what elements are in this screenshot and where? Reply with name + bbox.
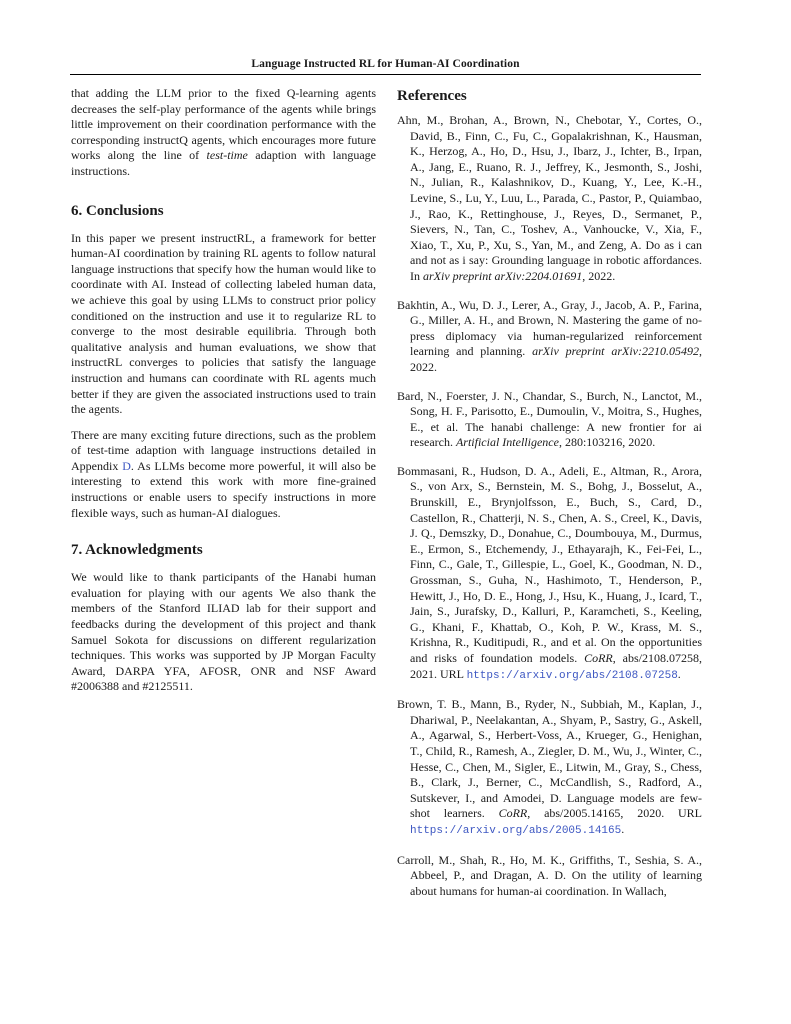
references-heading: References xyxy=(397,88,467,104)
reference-carroll: Carroll, M., Shah, R., Ho, M. K., Griffiths, T., Seshia, S. A., Abbeel, P., and Dragan, A. D. On the utility of learning about humans for human-ai coordination. In Wallach, xyxy=(397,852,702,898)
intro-paragraph: that adding the LLM prior to the fixed Q-learning agents decreases the self-play performance of the agents while brings little improvement on their coordination performance with the corresponding instructQ agents, which encourages more future works along the line of test-time adaption with language instructions. xyxy=(71,86,376,178)
acknowledgments-heading: 7. Acknowledgments xyxy=(71,542,203,559)
conclusions-paragraph-2: There are many exciting future directions, such as the problem of test-time adaption with language instructions detailed in Appendix D. As LLMs become more powerful, it will also be interesting to extend this work with more fine-grained instructions or enable users to specify instructions in more flexible ways, such as human-AI dialogues. xyxy=(71,427,377,520)
running-title: Language Instructed RL for Human-AI Coordination xyxy=(251,58,520,70)
reference-bard: Bard, N., Foerster, J. N., Chandar, S., Burch, N., Lanctot, M., Song, H. F., Parisotto, E., Dumoulin, V., Moitra, S., Hughes, E., et al. The hanabi challenge: A new frontier for ai research. Artificial Intelligence, 280:103216, 2020. xyxy=(397,388,702,450)
reference-url-link[interactable]: https://arxiv.org/abs/2005.14165 xyxy=(410,824,622,837)
acknowledgments-paragraph: We would like to thank participants of the Hanabi human evaluation for playing with our agents We also thank the members of the Stanford ILIAD lab for their support and feedbacks during the development of this project and thank Samuel Sokota for discussions on different regularization techniques. This works was supported by JP Morgan Faculty Award, DARPA YFA, AFOSR, ONR and NSF Award #2006388 and #2125511. xyxy=(71,570,376,694)
reference-bommasani: Bommasani, R., Hudson, D. A., Adeli, E., Altman, R., Arora, S., von Arx, S., Bernstein, M. S., Bohg, J., Bosselut, A., Brunskill, E., Brynjolfsson, E., Buch, S., Card, D., Castellon, R., Chatterji, N. S., Chen, A. S., Creel, K., Davis, J. Q., Demszky, D., Donahue, C., Doumbouya, M., Durmus, E., Ermon, S., Etchemendy, J., Ethayarajh, K., Fei-Fei, L., Finn, C., Gale, T., Gillespie, L., Goel, K., Goodman, N. D., Grossman, S., Guha, N., Hashimoto, T., Henderson, P., Hewitt, J., Ho, D. E., Hong, J., Hsu, K., Huang, J., Icard, T., Jain, S., Jurafsky, D., Kalluri, P., Karamcheti, S., Keeling, G., Khani, F., Khattab, O., Koh, P. W., Krass, M. S., Krishna, R., Kuditipudi, R., and et al. On the opportunities and risks of foundation models. CoRR, abs/2108.07258, 2021. URL https://arxiv.org/abs/2108.07258. xyxy=(397,463,702,682)
conclusions-paragraph-1: In this paper we present instructRL, a framework for better human-AI coordination by training RL agents to follow natural language instructions that specify how the human would like to coordinate with AI. Instead of collecting labeled human data, we achieve this goal by using LLMs to construct prior policy conditioned on the instruction and use it to regularize RL to converge to the most desirable equilibria. Through both qualitative analysis and human evaluations, we show that instructRL converges to policies that satisfy the language instruction and humans can coordinate with RL agents much better if they are given the associated instructions used to train the agents. xyxy=(71,230,376,417)
reference-brown: Brown, T. B., Mann, B., Ryder, N., Subbiah, M., Kaplan, J., Dhariwal, P., Neelakantan, A., Shyam, P., Sastry, G., Askell, A., Agarwal, S., Herbert-Voss, A., Krueger, G., Henighan, T., Child, R., Ramesh, A., Ziegler, D. M., Wu, J., Winter, C., Hesse, C., Chen, M., Sigler, E., Litwin, M., Gray, S., Chess, B., Clark, J., Berner, C., McCandlish, S., Radford, A., Sutskever, I., and Amodei, D. Language models are few-shot learners. CoRR, abs/2005.14165, 2020. URL https://arxiv.org/abs/2005.14165. xyxy=(397,697,702,837)
appendix-d-link[interactable]: D xyxy=(122,458,131,473)
reference-url-link[interactable]: https://arxiv.org/abs/2108.07258 xyxy=(466,669,678,682)
header-rule xyxy=(70,74,701,75)
reference-ahn: Ahn, M., Brohan, A., Brown, N., Chebotar, Y., Cortes, O., David, B., Finn, C., Fu, C., Gopalakrishnan, K., Hausman, K., Herzog, A., Ho, D., Hsu, J., Ibarz, J., Ichter, B., Irpan, A., Jang, E., Ruano, R. J., Jeffrey, K., Jesmonth, S., Joshi, N., Julian, R., Kalashnikov, D., Kuang, Y., Lee, K.-H., Levine, S., Lu, Y., Luu, L., Parada, C., Pastor, P., Quiambao, J., Rao, K., Rettinghouse, J., Reyes, D., Sermanet, P., Sievers, N., Tan, C., Toshev, A., Vanhoucke, V., Xia, F., Xiao, T., Xu, P., Xu, S., Yan, M., and Zeng, A. Do as i can and not as i say: Grounding language in robotic affordances. In arXiv preprint arXiv:2204.01691, 2022. xyxy=(397,113,702,283)
left-column xyxy=(71,86,376,695)
reference-bakhtin: Bakhtin, A., Wu, D. J., Lerer, A., Gray, J., Jacob, A. P., Farina, G., Miller, A. H., and Brown, N. Mastering the game of no-press diplomacy via human-regularized reinforcement learning and planning. arXiv preprint arXiv:2210.05492, 2022. xyxy=(397,297,702,374)
right-column xyxy=(397,86,702,912)
conclusions-heading: 6. Conclusions xyxy=(71,202,164,219)
